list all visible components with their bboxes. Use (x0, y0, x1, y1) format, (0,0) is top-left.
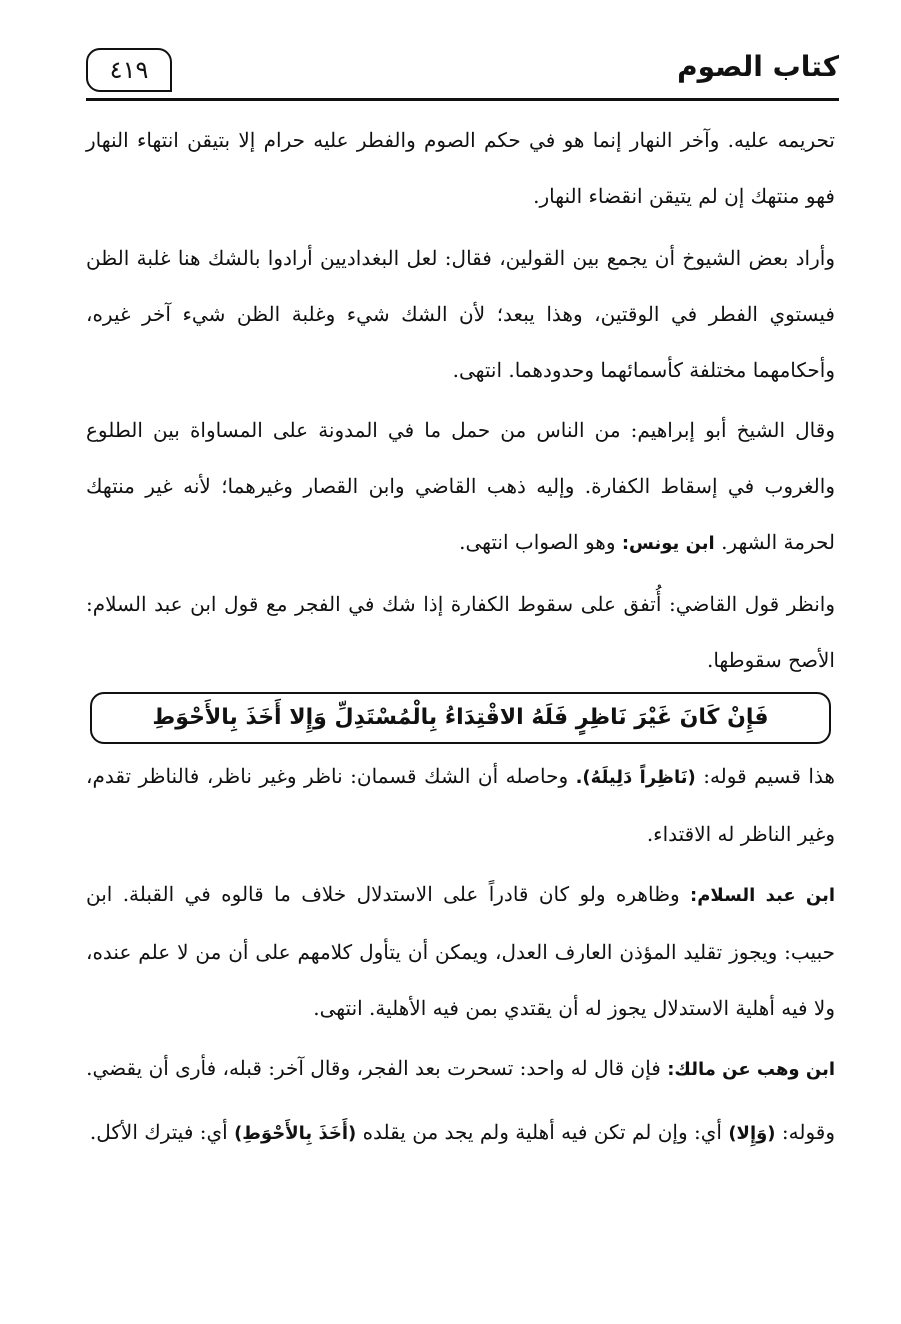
paragraph-text: فإن قال له واحد: تسحرت بعد الفجر، وقال آخر: قبله، فأرى أن يقضي. (86, 1056, 661, 1080)
paragraph-1 (86, 112, 835, 224)
paragraph-text: أي: وإن لم تكن فيه أهلية ولم يجد من يقلده (362, 1120, 722, 1144)
page-content (86, 112, 835, 1162)
paragraph-text: تحريمه عليه. وآخر النهار إنما هو في حكم الصوم والفطر عليه حرام إلا بتيقن انتهاء النهار فهو منتهك إن لم يتيقن انقضاء النهار. (86, 128, 835, 208)
paragraph-text: وظاهره ولو كان قادراً على الاستدلال خلاف ما قالوه في القبلة. ابن حبيب: ويجوز تقليد المؤذن العارف العدل، ويمكن أن يتأول كلامهم على أن من لا علم عنده، ولا فيه أهلية الاستدلال يجوز له أن يقتدي بمن فيه الأهلية. انتهى. (86, 882, 835, 1020)
paragraph-text: وحاصله أن الشك قسمان: ناظر وغير ناظر، فالناظر تقدم، وغير الناظر له الاقتداء. (86, 764, 835, 846)
paragraph-text-tail: وهو الصواب انتهى. (459, 530, 616, 554)
cited-scholar-name: ابن عبد السلام: (690, 885, 836, 906)
matn-text-box (90, 692, 831, 744)
chapter-title: كتاب الصوم (677, 50, 839, 83)
quoted-phrase: (أَخَذَ بِالأَحْوَطِ) (234, 1123, 357, 1144)
cited-scholar-name: ابن وهب عن مالك: (667, 1059, 835, 1080)
paragraph-7 (86, 1040, 835, 1098)
page-header (86, 44, 839, 101)
paragraph-6 (86, 866, 835, 1036)
paragraph-lead: وقوله: (781, 1120, 835, 1144)
paragraph-8 (86, 1104, 835, 1162)
matn-text: فَإِنْ كَانَ غَيْرَ نَاظِرٍ فَلَهُ الاقْتِدَاءُ بِالْمُسْتَدِلِّ وَإِلا أَخَذَ بِالأَحْوَطِ (152, 705, 769, 730)
paragraph-text: وانظر قول القاضي: أُتفق على سقوط الكفارة إذا شك في الفجر مع قول ابن عبد السلام: الأصح سقوطها. (86, 592, 835, 672)
quoted-phrase: (وَإِلا) (728, 1123, 776, 1144)
paragraph-text-tail: أي: فيترك الأكل. (89, 1120, 228, 1144)
paragraph-3 (86, 402, 835, 572)
paragraph-text: وأراد بعض الشيوخ أن يجمع بين القولين، فقال: لعل البغداديين أرادوا بالشك هنا غلبة الظن فيستوي الفطر في الوقتين، وهذا يبعد؛ لأن الشك شيء وغلبة الظن شيء آخر غيره، وأحكامهما مختلفة كأسمائهما وحدودهما. انتهى. (86, 246, 835, 382)
paragraph-2 (86, 230, 835, 398)
quoted-phrase: (نَاظِراً دَلِيلَهُ). (575, 767, 696, 788)
paragraph-4 (86, 576, 835, 688)
paragraph-lead: هذا قسيم قوله: (703, 764, 835, 788)
page-number: ٤١٩ (86, 48, 172, 92)
paragraph-5 (86, 748, 835, 862)
cited-scholar-name: ابن يونس: (621, 533, 715, 554)
paragraph-text: وقال الشيخ أبو إبراهيم: من الناس من حمل ما في المدونة على المساواة بين الطلوع والغروب في إسقاط الكفارة. وإليه ذهب القاضي وابن القصار وغيرهما؛ لأنه غير منتهك لحرمة الشهر. (86, 418, 835, 554)
